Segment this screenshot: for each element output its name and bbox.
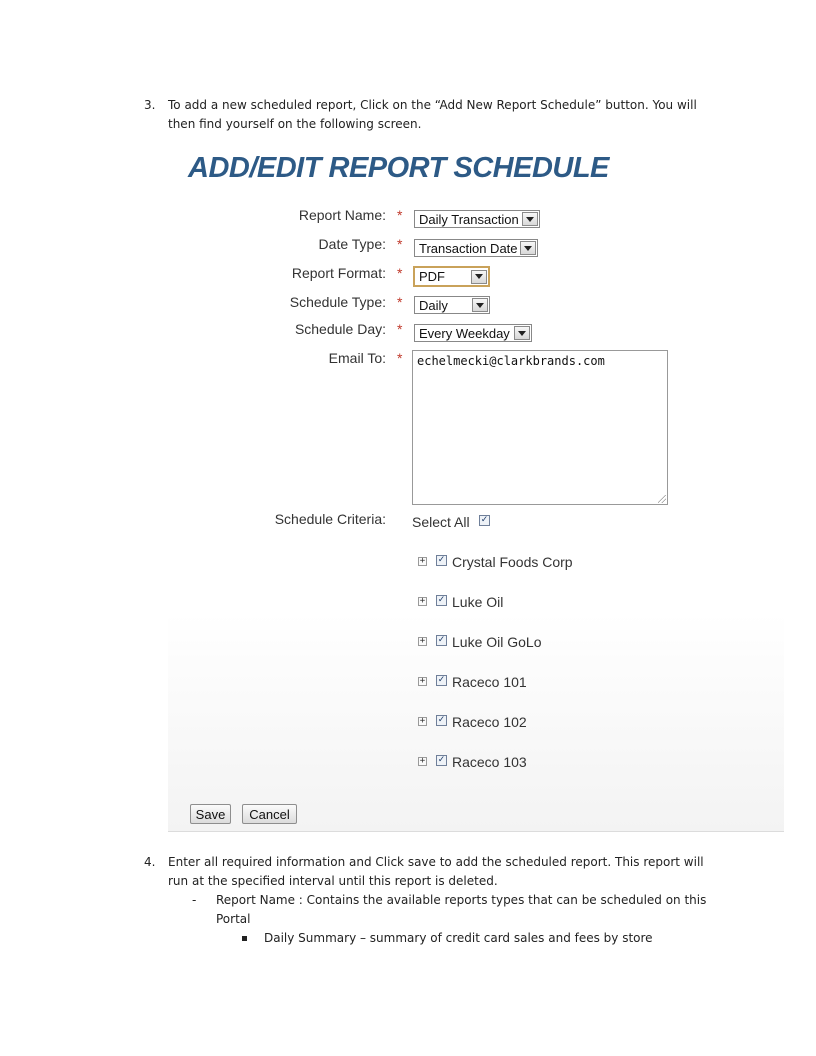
save-button[interactable]: Save	[190, 804, 231, 824]
chevron-down-icon[interactable]	[472, 298, 488, 312]
cancel-button[interactable]: Cancel	[242, 804, 297, 824]
bullet-icon	[242, 936, 247, 941]
select-all-checkbox[interactable]: ✓	[480, 515, 489, 525]
date-type-value: Transaction Date	[419, 240, 518, 256]
schedule-type-value: Daily	[419, 297, 448, 313]
chevron-down-icon[interactable]	[514, 326, 530, 340]
form-title: ADD/EDIT REPORT SCHEDULE	[188, 152, 609, 184]
report-schedule-screenshot	[168, 148, 784, 832]
report-format-label: Report Format:	[291, 265, 386, 281]
chevron-down-icon[interactable]	[522, 212, 538, 226]
criteria-checkbox[interactable]: ✓	[437, 635, 446, 645]
schedule-day-value: Every Weekday	[419, 325, 510, 341]
step-4-line-2: run at the specified interval until this report is deleted.	[168, 874, 498, 888]
email-to-textarea[interactable]	[412, 350, 668, 505]
expand-icon[interactable]: +	[419, 636, 426, 646]
criteria-item-label: Luke Oil	[452, 594, 504, 610]
step-3-line-2: then find yourself on the following screen.	[168, 117, 422, 131]
report-name-description-line-2: Portal	[216, 912, 251, 926]
date-type-label: Date Type:	[318, 236, 386, 252]
step-3-number: 3.	[144, 98, 156, 112]
resize-handle-icon[interactable]	[658, 495, 666, 503]
report-format-select[interactable]	[413, 266, 490, 287]
schedule-type-label: Schedule Type:	[289, 294, 386, 310]
expand-icon[interactable]: +	[419, 716, 426, 726]
report-name-label: Report Name:	[298, 207, 386, 223]
chevron-down-icon[interactable]	[520, 241, 536, 255]
required-mark: *	[397, 236, 403, 252]
report-format-value: PDF	[419, 269, 445, 284]
report-name-value: Daily Transaction	[419, 211, 519, 227]
expand-icon[interactable]: +	[419, 596, 426, 606]
schedule-day-label: Schedule Day:	[294, 321, 386, 337]
required-mark: *	[397, 294, 403, 310]
report-name-select[interactable]	[414, 210, 540, 228]
criteria-item-label: Luke Oil GoLo	[452, 634, 542, 650]
select-all-label: Select All	[412, 514, 470, 530]
schedule-day-select[interactable]	[414, 324, 532, 342]
email-to-value: echelmecki@clarkbrands.com	[417, 354, 605, 368]
schedule-type-select[interactable]	[414, 296, 490, 314]
required-mark: *	[397, 265, 403, 281]
step-4-number: 4.	[144, 855, 156, 869]
expand-icon[interactable]: +	[419, 756, 426, 766]
daily-summary-bullet: Daily Summary – summary of credit card sales and fees by store	[264, 931, 653, 945]
criteria-item-label: Raceco 101	[452, 674, 527, 690]
date-type-select[interactable]	[414, 239, 538, 257]
email-to-label: Email To:	[328, 350, 386, 366]
chevron-down-icon[interactable]	[471, 270, 487, 284]
step-4-line-1: Enter all required information and Click save to add the scheduled report. This report will	[168, 855, 704, 869]
criteria-item-label: Raceco 103	[452, 754, 527, 770]
expand-icon[interactable]: +	[419, 676, 426, 686]
criteria-checkbox[interactable]: ✓	[437, 595, 446, 605]
criteria-checkbox[interactable]: ✓	[437, 555, 446, 565]
criteria-checkbox[interactable]: ✓	[437, 715, 446, 725]
expand-icon[interactable]: +	[419, 556, 426, 566]
criteria-item-label: Raceco 102	[452, 714, 527, 730]
criteria-item-label: Crystal Foods Corp	[452, 554, 573, 570]
sub-list-dash: -	[192, 893, 197, 907]
required-mark: *	[397, 321, 403, 337]
criteria-checkbox[interactable]: ✓	[437, 675, 446, 685]
criteria-checkbox[interactable]: ✓	[437, 755, 446, 765]
required-mark: *	[397, 207, 403, 223]
step-3-line-1: To add a new scheduled report, Click on the “Add New Report Schedule” button. You will	[168, 98, 697, 112]
schedule-criteria-label: Schedule Criteria:	[274, 511, 386, 527]
report-name-description-line-1: Report Name : Contains the available reports types that can be scheduled on this	[216, 893, 707, 907]
required-mark: *	[397, 350, 403, 366]
